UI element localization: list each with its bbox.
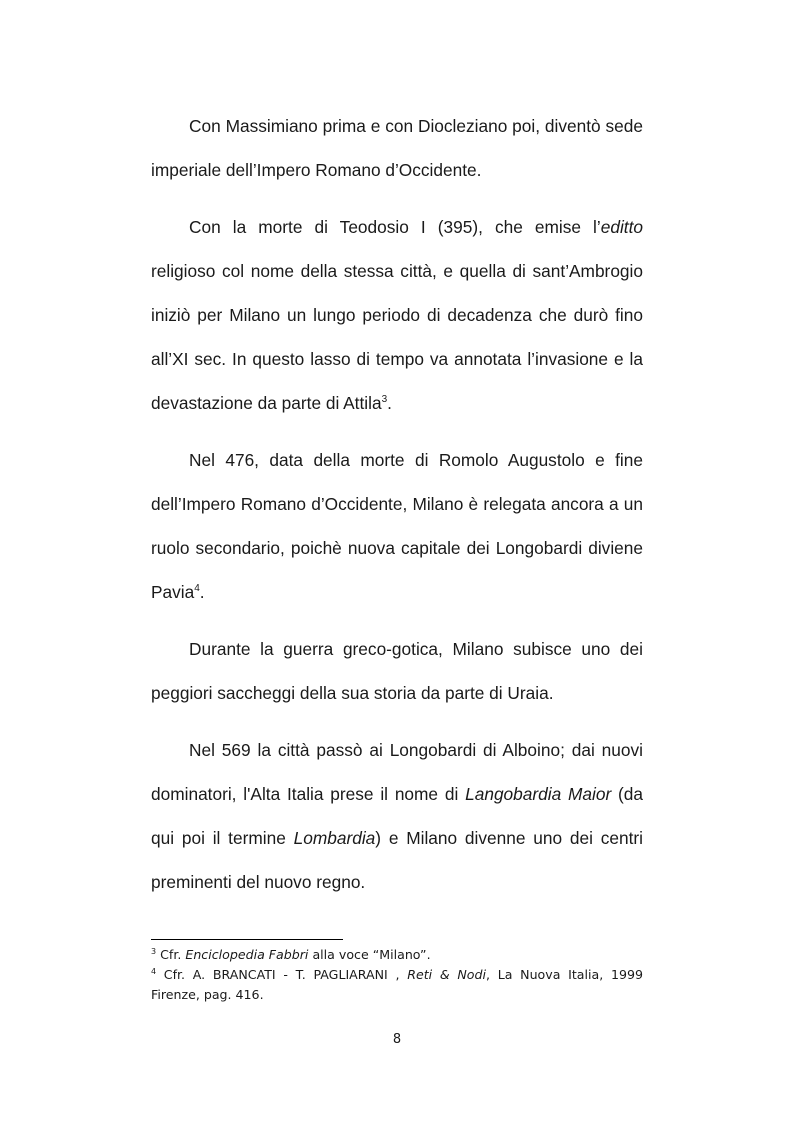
footnote-4-italic: Reti & Nodi xyxy=(407,967,486,982)
paragraph-4-text: Durante la guerra greco-gotica, Milano subisce uno dei peggiori saccheggi della sua storia da parte di Uraia. xyxy=(151,639,643,703)
footnote-4-text-c: , La Nuova Italia, 1999 Firenze, pag. 416. xyxy=(151,967,643,1002)
paragraph-5-text-c: (da qui poi il termine xyxy=(151,784,643,848)
footnote-4 xyxy=(151,965,643,1005)
paragraph-1 xyxy=(151,104,643,192)
footnote-3-text-c: alla voce “Milano”. xyxy=(308,947,431,962)
paragraph-1-text: Con Massimiano prima e con Diocleziano poi, diventò sede imperiale dell’Impero Romano d’Occidente. xyxy=(151,116,643,180)
paragraph-2-text-a: Con la morte di Teodosio I (395), che emise l’ xyxy=(189,217,601,237)
paragraph-5-italic-d: Lombardia xyxy=(293,828,376,848)
paragraph-2 xyxy=(151,205,643,425)
paragraph-3-text-a: Nel 476, data della morte di Romolo Augustolo e fine dell’Impero Romano d’Occidente, Milano è relegata ancora a un ruolo secondario, poichè nuova capitale dei Longobardi diviene Pavia xyxy=(151,450,643,602)
footnote-3-italic: Enciclopedia Fabbri xyxy=(185,947,309,962)
footnotes xyxy=(151,945,643,1005)
footnote-3 xyxy=(151,945,643,965)
main-text xyxy=(151,104,643,917)
footnote-4-text-a: Cfr. A. BRANCATI - T. PAGLIARANI , xyxy=(156,967,408,982)
footnote-separator xyxy=(151,939,343,940)
paragraph-5-text-a: Nel 569 la città passò ai Longobardi di Alboino; dai nuovi dominatori, l'Alta Italia prese il nome di xyxy=(151,740,643,804)
paragraph-2-text-d: . xyxy=(387,393,392,413)
paragraph-3 xyxy=(151,438,643,614)
footnote-ref-4[interactable]: 4 xyxy=(194,583,200,594)
paragraph-4 xyxy=(151,627,643,715)
footnote-3-text-a: Cfr. xyxy=(156,947,186,962)
footnote-3-mark: 3 xyxy=(151,947,157,956)
paragraph-5-text-e: ) e Milano divenne uno dei centri preminenti del nuovo regno. xyxy=(151,828,643,892)
footnote-4-mark: 4 xyxy=(151,967,157,976)
paragraph-5 xyxy=(151,728,643,904)
page-number: 8 xyxy=(392,1032,402,1047)
paragraph-2-text-c: religioso col nome della stessa città, e quella di sant’Ambrogio iniziò per Milano un lungo periodo di decadenza che durò fino all’XI sec. In questo lasso di tempo va annotata l’invasione e la devastazione da parte di Attila xyxy=(151,261,643,413)
paragraph-5-italic-b: Langobardia Maior xyxy=(465,784,612,804)
footnote-ref-3[interactable]: 3 xyxy=(381,394,388,405)
paragraph-2-italic: editto xyxy=(600,217,643,237)
paragraph-3-text-d: . xyxy=(199,582,205,602)
